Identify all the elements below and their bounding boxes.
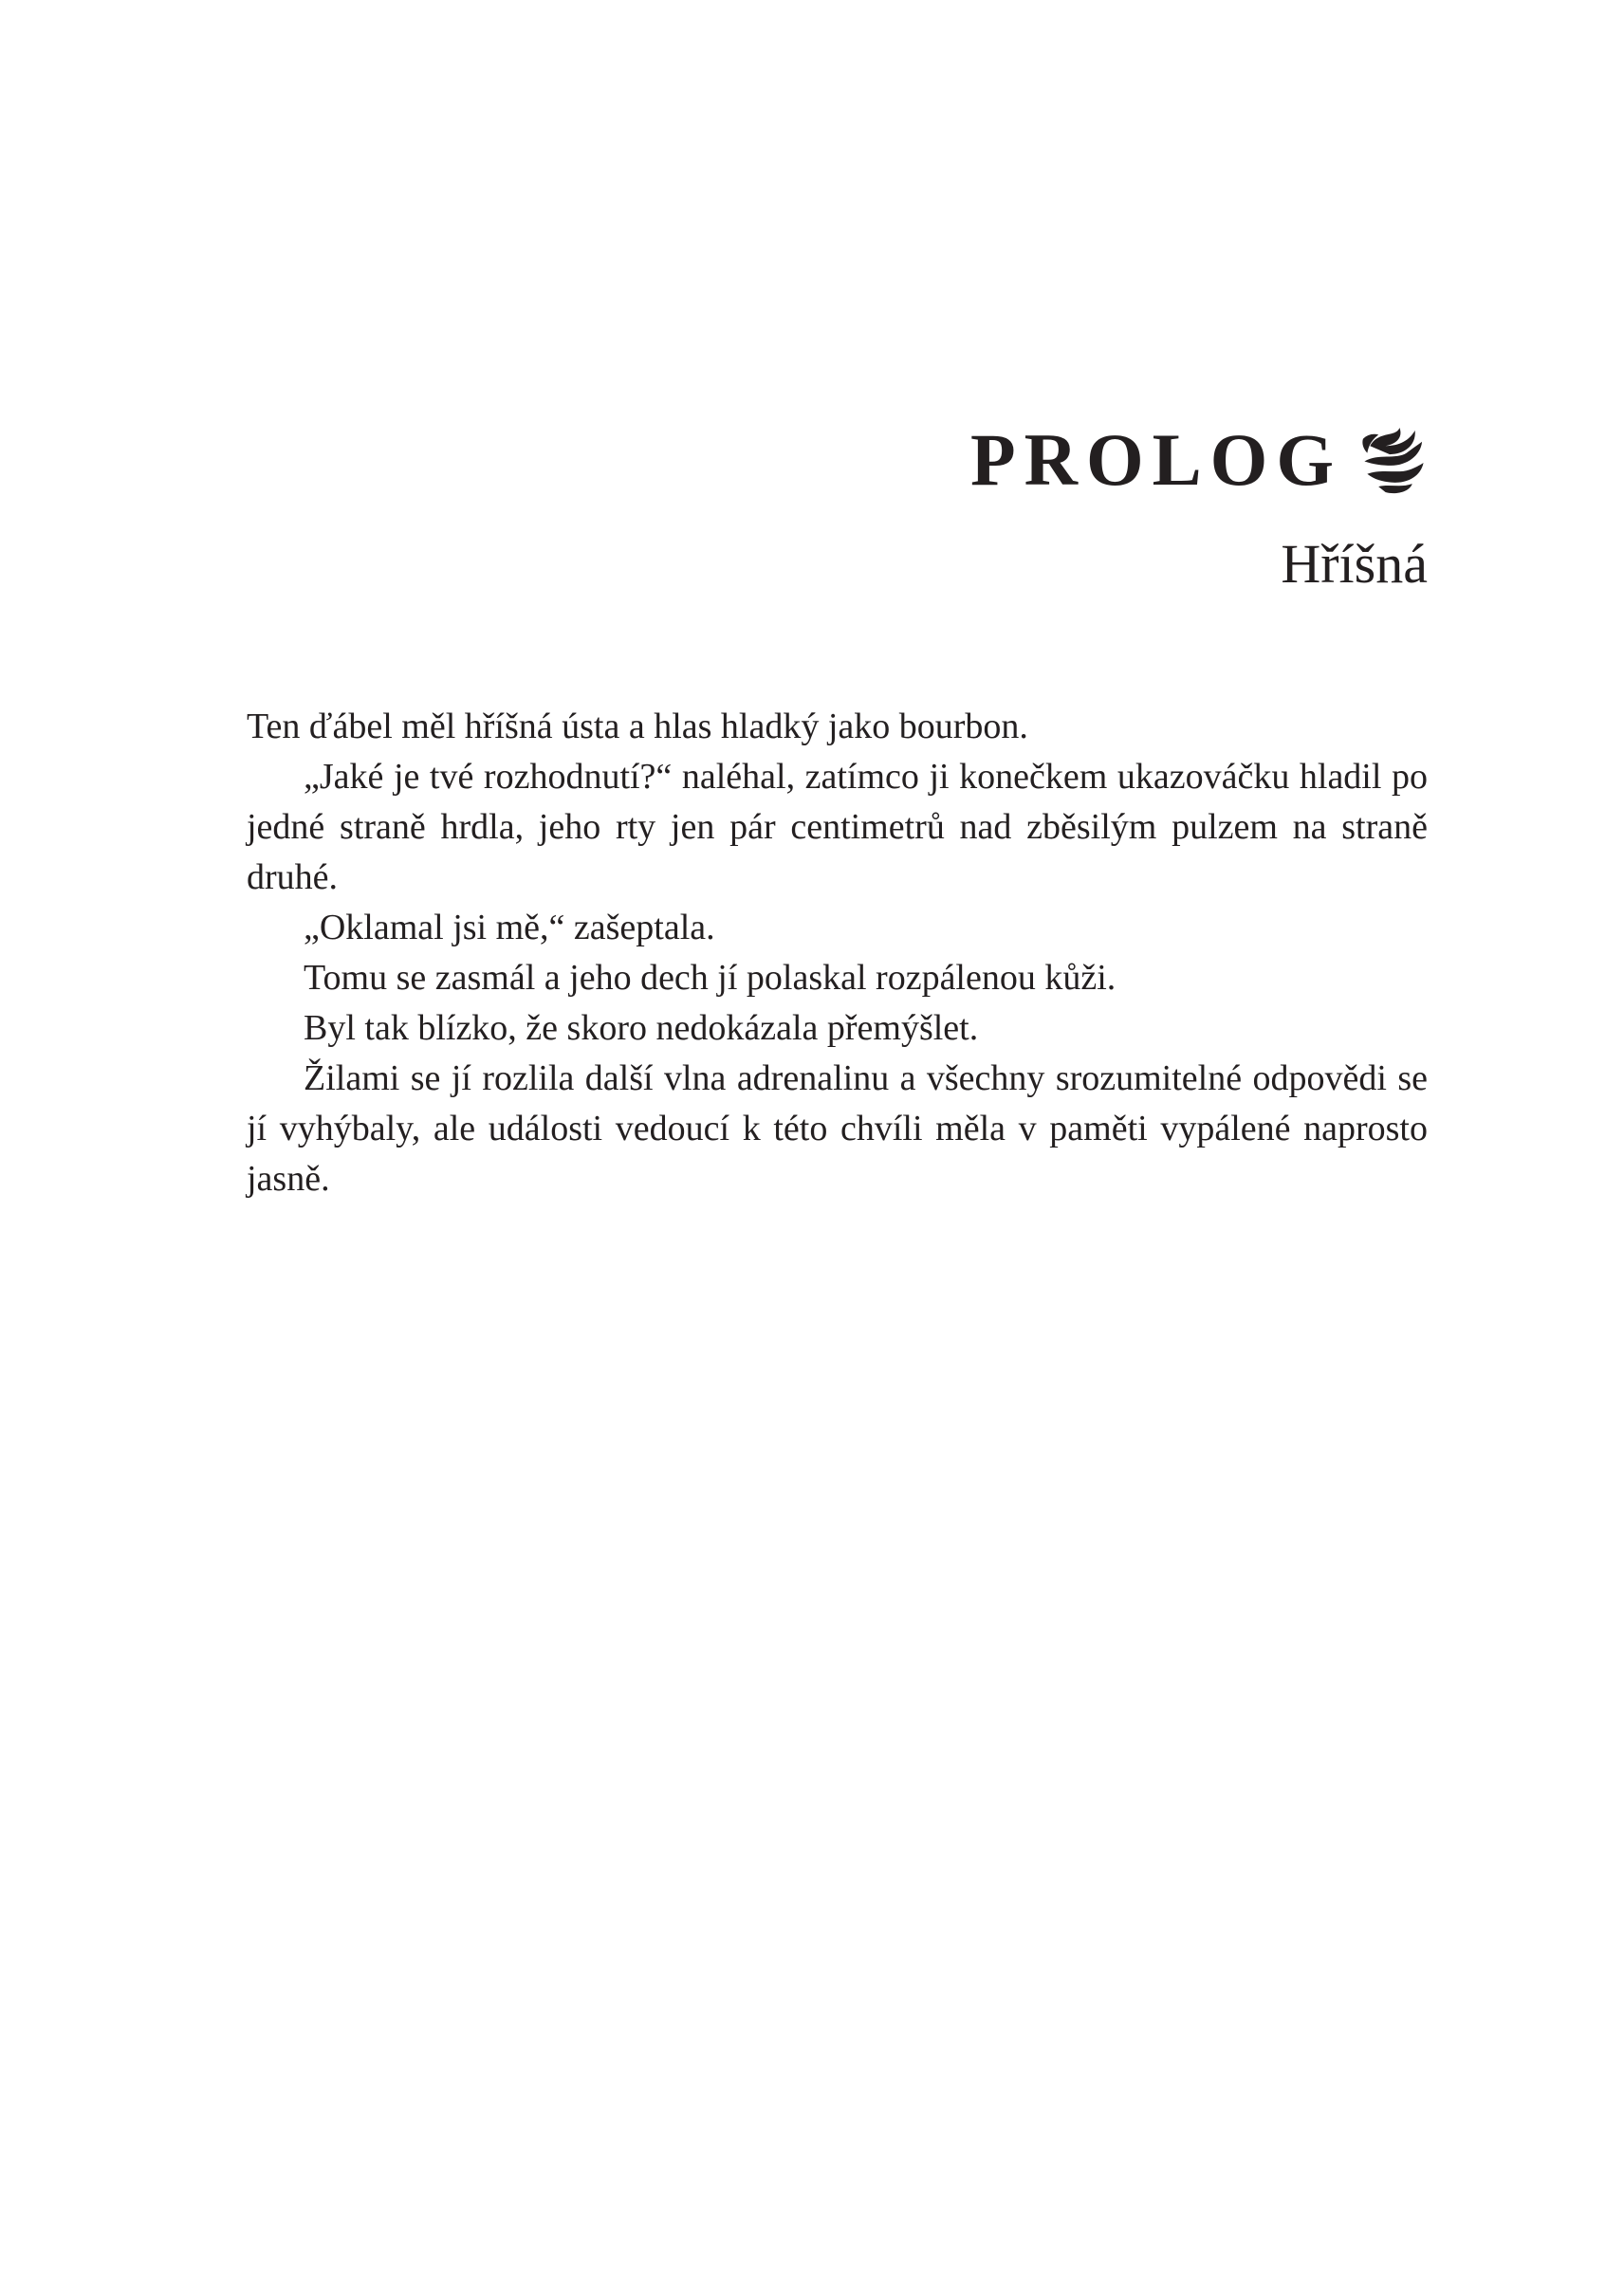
chapter-title: PROLOG [969,418,1342,501]
chapter-subtitle: Hříšná [1281,533,1428,595]
flame-ornament-icon [1357,425,1428,495]
paragraph: Tomu se zasmál a jeho dech jí polaskal rozpálenou kůži. [304,958,1116,998]
paragraph: Byl tak blízko, že skoro nedokázala přemýšlet. [304,1008,979,1048]
chapter-heading [247,408,1428,512]
paragraph: „Jaké je tvé rozhodnutí?“ naléhal, zatímco ji konečkem ukazováčku hladil po jedné straně hrdla, jeho rty jen pár centimetrů nad zběsilým pulzem na straně druhé. [247,757,1428,897]
paragraph: Ten ďábel měl hříšná ústa a hlas hladký jako bourbon. [247,707,1028,746]
paragraph: „Oklamal jsi mě,“ zašeptala. [304,908,715,947]
chapter-body [247,702,1428,1204]
paragraph: Žilami se jí rozlila další vlna adrenalinu a všechny srozumitelné odpovědi se jí vyhýbaly, ale události vedoucí k této chvíli měla v paměti vypálené naprosto jasně. [247,1058,1428,1199]
